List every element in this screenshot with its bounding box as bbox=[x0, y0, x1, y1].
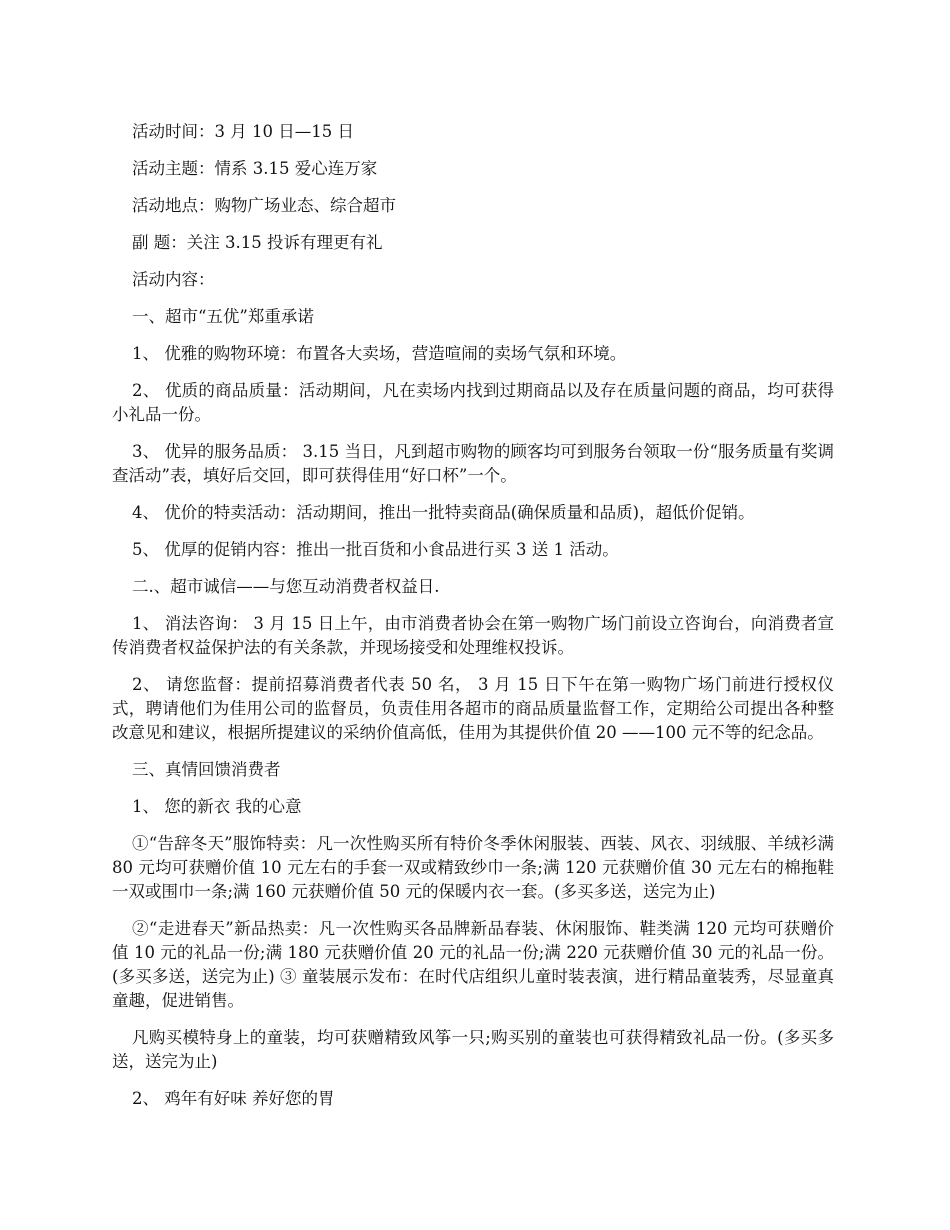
document-body bbox=[112, 120, 834, 1124]
paragraph-activity-theme: 活动主题：情系 3.15 爱心连万家 bbox=[132, 159, 378, 178]
list-item: 3、 优异的服务品质： 3.15 当日，凡到超市购物的顾客均可到服务台领取一份“服务质量有奖调查活动”表，填好后交回，即可获得佳用“好口杯”一个。 bbox=[112, 442, 834, 485]
list-item: 4、 优价的特卖活动：活动期间，推出一批特卖商品(确保质量和品质)，超低价促销。 bbox=[132, 503, 755, 522]
section-heading-2: 二.、超市诚信——与您互动消费者权益日. bbox=[132, 577, 440, 596]
paragraph-activity-location: 活动地点：购物广场业态、综合超市 bbox=[132, 196, 396, 215]
list-item: 1、 您的新衣 我的心意 bbox=[132, 797, 302, 816]
section-heading-3: 三、真情回馈消费者 bbox=[132, 760, 281, 779]
paragraph-activity-time: 活动时间：3 月 10 日—15 日 bbox=[132, 122, 354, 141]
paragraph-activity-content: 活动内容： bbox=[132, 270, 215, 289]
list-item: 1、 优雅的购物环境：布置各大卖场，营造喧闹的卖场气氛和环境。 bbox=[132, 344, 627, 363]
list-item: 2、 优质的商品质量：活动期间，凡在卖场内找到过期商品以及存在质量问题的商品，均可获得小礼品一份。 bbox=[112, 381, 834, 424]
list-item: 2、 请您监督：提前招募消费者代表 50 名， 3 月 15 日下午在第一购物广场门前进行授权仪式，聘请他们为佳用公司的监督员，负责佳用各超市的商品质量监督工作，定期给公司提出各种整改意见和建议，根据所提建议的采纳价值高低，佳用为其提供价值 20 ——100 元不等的纪念品。 bbox=[112, 675, 834, 742]
list-item: 5、 优厚的促销内容：推出一批百货和小食品进行买 3 送 1 活动。 bbox=[132, 540, 619, 559]
list-item: 2、 鸡年有好味 养好您的胃 bbox=[132, 1089, 335, 1108]
paragraph-subtitle: 副 题：关注 3.15 投诉有理更有礼 bbox=[132, 233, 383, 252]
paragraph-spring-sale: ②“走进春天”新品热卖：凡一次性购买各品牌新品春装、休闲服饰、鞋类满 120 元均可获赠价值 10 元的礼品一份;满 180 元获赠价值 20 元的礼品一份;满 220 元获赠价值 30 元的礼品一份。(多买多送，送完为止) ③ 童装展示发布：在时代店组织儿童时装表演，进行精品童装秀，尽显童真童趣，促进销售。 bbox=[112, 919, 834, 1010]
paragraph-winter-sale: ①“告辞冬天”服饰特卖：凡一次性购买所有特价冬季休闲服装、西装、风衣、羽绒服、羊绒衫满 80 元均可获赠价值 10 元左右的手套一双或精致纱巾一条;满 120 元获赠价值 30 元左右的棉拖鞋一双或围巾一条;满 160 元获赠价值 50 元的保暖内衣一套。(多买多送，送完为止) bbox=[112, 834, 834, 901]
section-heading-1: 一、超市“五优”郑重承诺 bbox=[132, 307, 314, 326]
paragraph-kids-clothing: 凡购买模特身上的童装，均可获赠精致风筝一只;购买别的童装也可获得精致礼品一份。(多买多送，送完为止) bbox=[112, 1028, 834, 1071]
list-item: 1、 消法咨询： 3 月 15 日上午，由市消费者协会在第一购物广场门前设立咨询台，向消费者宣传消费者权益保护法的有关条款，并现场接受和处理维权投诉。 bbox=[112, 614, 834, 657]
